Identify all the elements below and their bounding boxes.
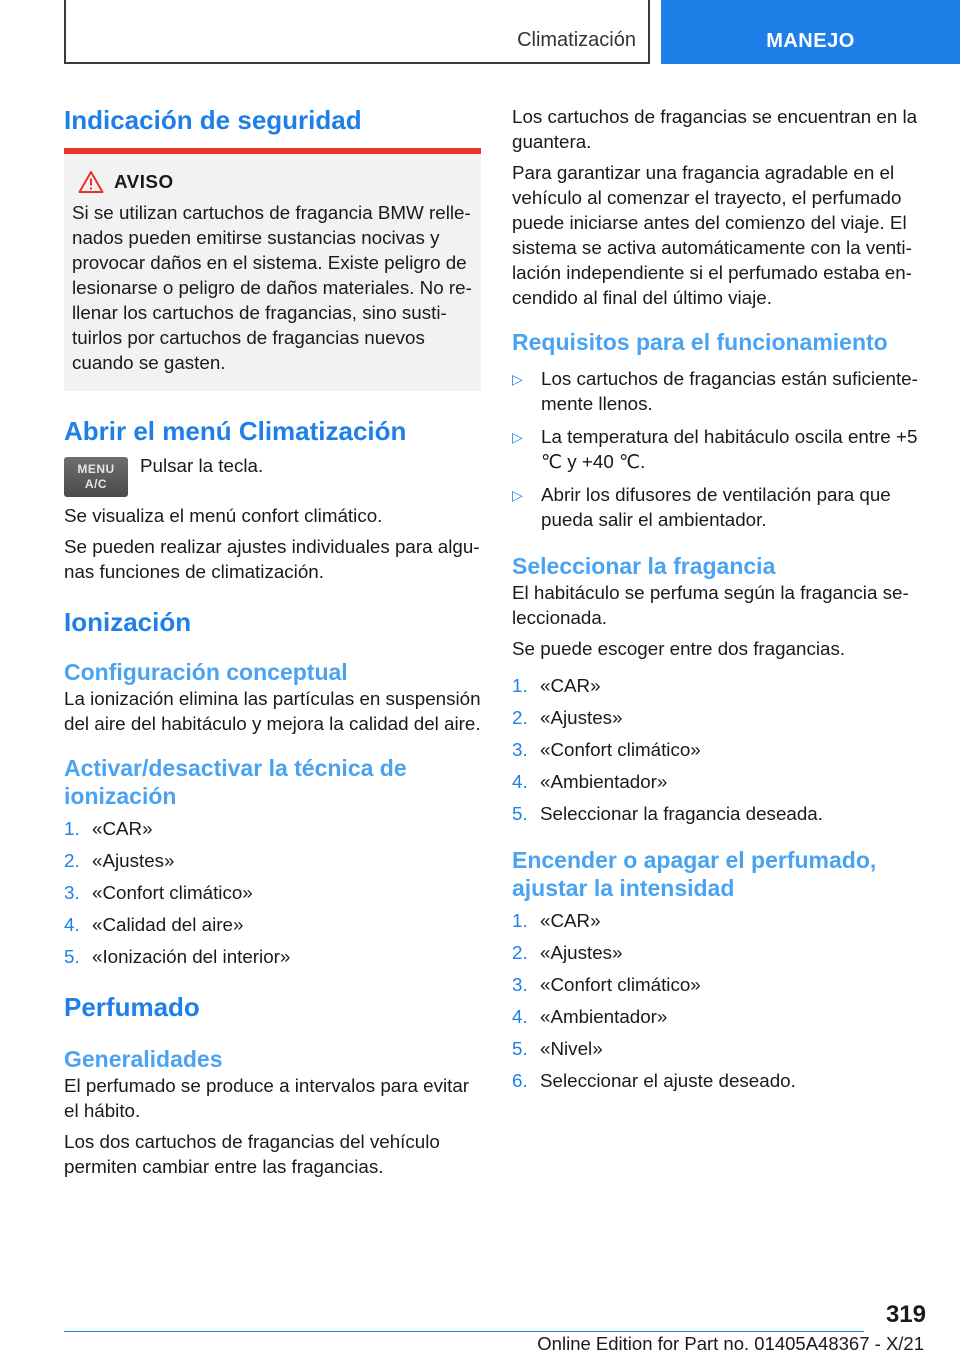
edition-text: Online Edition for Part no. 01405A48367 - X/21 [537, 1333, 924, 1354]
concept-text: La ionización elimina las partículas en suspensión del aire del habitáculo y mejora la calidad del aire. [64, 688, 481, 734]
step-number: 3. [64, 882, 80, 903]
step-text: «Confort climático» [540, 739, 701, 760]
page-header [0, 0, 960, 66]
step-number: 2. [512, 707, 528, 728]
section-title: Climatización [517, 29, 636, 51]
footer-divider [64, 1331, 864, 1332]
step-text: «Calidad del aire» [92, 914, 244, 935]
activate-heading: Activar/desactivar la técnica de ionización [64, 755, 407, 809]
list-item [512, 801, 927, 826]
list-item [512, 972, 927, 997]
list-item [512, 1036, 927, 1061]
ion-heading: Ionización [64, 607, 192, 637]
list-item [64, 912, 481, 937]
list-item [64, 944, 481, 969]
step-number: 4. [64, 914, 80, 935]
warning-box [64, 148, 481, 391]
step-number: 5. [512, 1038, 528, 1059]
step-number: 5. [512, 803, 528, 824]
menu-paragraph-1: Se visualiza el menú confort climático. [64, 505, 383, 526]
concept-heading: Configuración conceptual [64, 659, 348, 685]
list-item [512, 482, 927, 532]
section-box [64, 0, 650, 64]
list-item [512, 1068, 927, 1093]
list-item [64, 880, 481, 905]
general-paragraph-1: El perfumado se produce a intervalos para evitar el hábito. [64, 1075, 470, 1121]
menu-ac-button[interactable] [64, 457, 128, 497]
step-number: 5. [64, 946, 80, 967]
perfume-heading: Perfumado [64, 992, 200, 1022]
list-item [512, 908, 927, 933]
triangle-bullet-icon: ▷ [512, 429, 523, 445]
page-number: 319 [885, 1301, 926, 1328]
triangle-bullet-icon: ▷ [512, 371, 523, 387]
step-text: «Confort climático» [92, 882, 253, 903]
select-steps [512, 673, 927, 826]
requirement-text: La temperatura del habitáculo oscila entre +5 ℃ y +40 ℃. [541, 426, 918, 472]
step-text: «Ajustes» [540, 942, 623, 963]
step-text: Seleccionar el ajuste deseado. [540, 1070, 796, 1091]
step-number: 2. [512, 942, 528, 963]
list-item [512, 424, 927, 474]
list-item [64, 816, 481, 841]
activate-steps [64, 816, 481, 969]
step-number: 4. [512, 771, 528, 792]
step-text: «Ajustes» [540, 707, 623, 728]
list-item [64, 848, 481, 873]
warning-label: AVISO [114, 171, 174, 192]
step-number: 1. [512, 675, 528, 696]
list-item [512, 673, 927, 698]
list-item [512, 1004, 927, 1029]
step-number: 3. [512, 739, 528, 760]
step-text: «Ionización del interior» [92, 946, 291, 967]
step-text: Seleccionar la fragancia deseada. [540, 803, 823, 824]
chapter-tab[interactable] [661, 0, 960, 64]
select-paragraph-2: Se puede escoger entre dos fragancias. [512, 638, 846, 659]
step-number: 6. [512, 1070, 528, 1091]
step-number: 1. [64, 818, 80, 839]
left-column [64, 100, 481, 1185]
menu-press-text: Pulsar la tecla. [140, 455, 264, 476]
requirements-heading: Requisitos para el funcionamiento [512, 329, 888, 355]
requirement-text: Abrir los difusores de ventilación para que pueda salir el ambientador. [541, 484, 891, 530]
step-text: «Ambientador» [540, 771, 668, 792]
list-item [512, 366, 927, 416]
select-paragraph-1: El habitáculo se perfuma según la fragancia seleccionada. [512, 582, 909, 628]
step-text: «Ambientador» [540, 1006, 668, 1027]
list-item [512, 737, 927, 762]
select-heading: Seleccionar la fragancia [512, 553, 776, 579]
general-heading: Generalidades [64, 1046, 223, 1072]
onoff-heading: Encender o apagar el perfumado, ajustar la intensidad [512, 847, 877, 901]
step-number: 2. [64, 850, 80, 871]
safety-heading: Indicación de seguridad [64, 105, 362, 135]
step-text: «CAR» [540, 675, 601, 696]
right-paragraph-2: Para garantizar una fragancia agradable en el vehículo al comenzar el trayecto, el perfumado puede iniciarse antes del comienzo del viaje. El sistema se activa automáticamente con la ventilación independiente si el perfumado estaba encendido al final del último viaje. [512, 162, 912, 308]
list-item [512, 940, 927, 965]
step-number: 3. [512, 974, 528, 995]
menu-button-line1: MENU [77, 462, 115, 476]
step-text: «CAR» [92, 818, 153, 839]
step-text: «Nivel» [540, 1038, 603, 1059]
menu-instruction [64, 457, 481, 497]
warning-header [78, 170, 473, 194]
step-number: 4. [512, 1006, 528, 1027]
onoff-steps [512, 908, 927, 1093]
step-number: 1. [512, 910, 528, 931]
page-footer [64, 1333, 924, 1355]
menu-button-line2: A/C [84, 477, 108, 491]
list-item [512, 769, 927, 794]
warning-text: Si se utilizan cartuchos de fragancia BMW rellenados pueden emitirse sustancias nocivas y provocar daños en el sistema. Existe peligro de lesionarse o peligro de daños materiales. No rellenar los cartuchos de fragancias, sino sustituirlos por cartuchos de fragancias nuevos cuando se gasten. [72, 202, 472, 373]
step-text: «CAR» [540, 910, 601, 931]
step-text: «Ajustes» [92, 850, 175, 871]
right-paragraph-1: Los cartuchos de fragancias se encuentran en la guantera. [512, 106, 918, 152]
general-paragraph-2: Los dos cartuchos de fragancias del vehículo permiten cambiar entre las fragancias. [64, 1131, 440, 1177]
requirements-list [512, 366, 927, 532]
menu-heading: Abrir el menú Climatización [64, 416, 407, 446]
step-text: «Confort climático» [540, 974, 701, 995]
menu-paragraph-2: Se pueden realizar ajustes individuales para algunas funciones de climatización. [64, 536, 480, 582]
list-item [512, 705, 927, 730]
right-column [512, 100, 927, 1100]
warning-icon [78, 170, 104, 194]
chapter-label: MANEJO [766, 29, 855, 52]
requirement-text: Los cartuchos de fragancias están suficientemente llenos. [541, 368, 918, 414]
triangle-bullet-icon: ▷ [512, 487, 523, 503]
